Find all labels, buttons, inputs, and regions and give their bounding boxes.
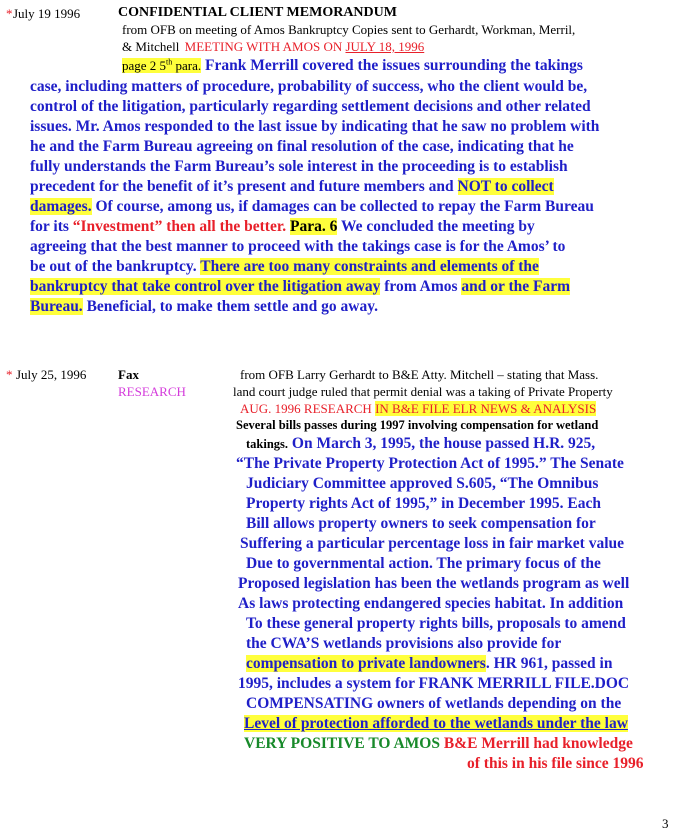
memo1-line-4: issues. Mr. Amos responded to the last issue by indicating that he saw no problem with xyxy=(30,118,600,135)
highlight-damages: damages. xyxy=(30,198,92,215)
research-file: IN B&E FILE ELR NEWS & ANALYSIS xyxy=(375,401,597,416)
bills-line-1: Several bills passes during 1997 involving compensation for wetland xyxy=(236,418,599,432)
memo1-line-5: he and the Farm Bureau agreeing on final resolution of the case, indicating that he xyxy=(30,138,574,155)
memo1-line-11: be out of the bankruptcy. There are too many constraints and elements of the xyxy=(30,258,539,275)
bills-line-7: Suffering a particular percentage loss in fair market value xyxy=(240,535,625,552)
bills-line-17 xyxy=(244,735,633,753)
bills-line-4: Judiciary Committee approved S.605, “The Omnibus xyxy=(246,475,599,492)
bills-line-14: 1995, includes a system for FRANK MERRILL FILE.DOC xyxy=(238,675,630,692)
memo2-asterisk: * xyxy=(6,367,13,382)
memo1-asterisk: * xyxy=(6,6,13,21)
bills-line-11: To these general property rights bills, proposals to amend xyxy=(246,615,626,632)
memo1-line-1: page 2 5th para. Frank Merrill covered the issues surrounding the takings xyxy=(122,57,583,74)
memo1-line-2: case, including matters of procedure, probability of success, who the client would be, xyxy=(30,78,588,95)
bills-line-13: compensation to private landowners. HR 961, passed in xyxy=(246,655,613,672)
memo1-line-8: damages. Of course, among us, if damages can be collected to repay the Farm Bureau xyxy=(30,198,594,215)
investment-phrase: “Investment” then all the better. xyxy=(72,218,287,235)
memo1-line-6: fully understands the Farm Bureau’s sole interest in the proceeding is to establish xyxy=(30,158,568,175)
page-number: 3 xyxy=(662,816,669,831)
bills-line-6: Bill allows property owners to seek compensation for xyxy=(246,515,596,532)
bills-line-10: As laws protecting endangered species habitat. In addition xyxy=(238,595,624,612)
research-line: AUG. 1996 RESEARCH IN B&E FILE ELR NEWS & ANALYSIS xyxy=(240,401,597,416)
memo1-from-line: from OFB on meeting of Amos Bankruptcy Copies sent to Gerhardt, Workman, Merril, xyxy=(122,22,576,37)
highlight-constraints: There are too many constraints and elements of the xyxy=(200,258,539,275)
memo1-line-13: Bureau. Beneficial, to make them settle and go away. xyxy=(30,298,379,315)
bills-line-15: COMPENSATING owners of wetlands depending on the xyxy=(246,695,622,712)
bills-line-5: Property rights Act of 1995,” in December 1995. Each xyxy=(246,495,602,512)
memo1-line-10: agreeing that the best manner to proceed with the takings case is for the Amos’ to xyxy=(30,238,566,255)
memo2-from-line: from OFB Larry Gerhardt to B&E Atty. Mitchell – stating that Mass. xyxy=(240,367,599,382)
bills-line-2: takings. On March 3, 1995, the house passed H.R. 925, xyxy=(246,435,596,452)
highlight-level-protection: Level of protection afforded to the wetlands under the law xyxy=(244,715,628,732)
meeting-label: MEETING WITH AMOS ON xyxy=(184,39,343,54)
para-6-ref: Para. 6 xyxy=(290,218,338,235)
meeting-date: JULY 18, 1996 xyxy=(345,39,425,54)
bills-line-12: the CWA’S wetlands provisions also provide for xyxy=(246,635,562,652)
memo1-cc-line: & Mitchell MEETING WITH AMOS ON JULY 18, 1996 xyxy=(122,39,425,54)
memo1-line-12: bankruptcy that take control over the litigation away from Amos and or the Farm xyxy=(30,278,571,295)
memo2-date: July 25, 1996 xyxy=(16,367,87,382)
knowledge-note: B&E Merrill had knowledge xyxy=(443,735,633,752)
research-tag: RESEARCH xyxy=(118,384,186,399)
memo1-line-3: control of the litigation, particularly regarding settlement decisions and other related xyxy=(30,98,591,115)
highlight-not-collect: NOT to collect xyxy=(457,178,554,195)
bills-line-18: of this in his file since 1996 xyxy=(467,755,644,772)
memo2-type: Fax xyxy=(118,367,139,382)
bills-line-16 xyxy=(244,715,628,733)
bills-line-3: “The Private Property Protection Act of 1995.” The Senate xyxy=(236,455,624,472)
memo1-line-9: for its “Investment” then all the better. Para. 6 We concluded the meeting by xyxy=(30,218,535,235)
memo1-line-7: precedent for the benefit of it’s present and future members and NOT to collect xyxy=(30,178,554,195)
memo2-ruling-line: land court judge ruled that permit denial was a taking of Private Property xyxy=(233,384,613,399)
positive-note: VERY POSITIVE TO AMOS xyxy=(244,735,444,752)
highlight-compensation: compensation to private landowners xyxy=(246,655,486,672)
bills-line-9: Proposed legislation has been the wetlands program as well xyxy=(238,575,630,592)
memo1-title: CONFIDENTIAL CLIENT MEMORANDUM xyxy=(118,5,397,20)
memo1-date: July 19 1996 xyxy=(13,6,81,21)
bills-line-8: Due to governmental action. The primary focus of the xyxy=(246,555,601,572)
